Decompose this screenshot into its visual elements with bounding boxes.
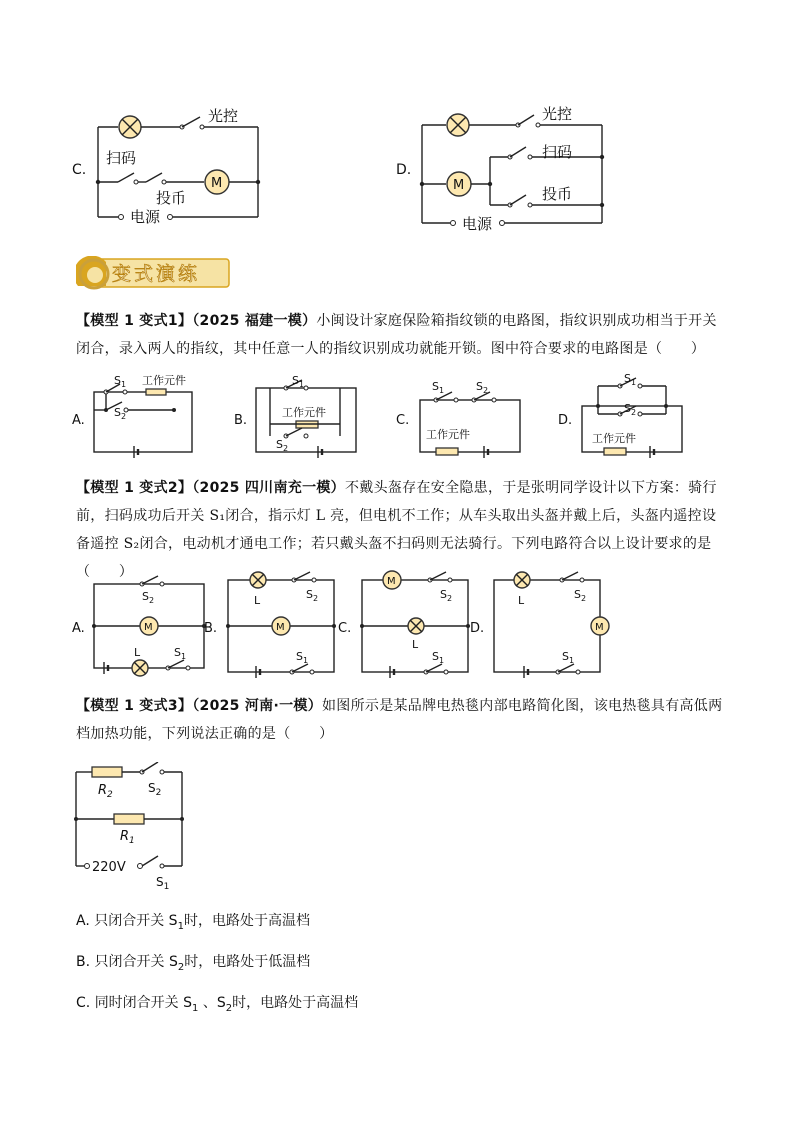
q3-choice-b[interactable]: B. 只闭合开关 $S_2$时，电路处于低温档 <box>76 954 311 973</box>
d-scan-label: 扫码 <box>542 143 573 161</box>
lamp-icon <box>250 572 266 588</box>
q2-a-letter: A. <box>72 621 85 636</box>
q2-b-letter: B. <box>204 621 218 636</box>
option-c-letter: C. <box>72 162 87 178</box>
q3-text: 如图所示是某品牌电热毯内部电路简化图，该电热毯具有高低两档加热功能，下列说法正确的是（ ） <box>76 698 723 742</box>
d-coin-label: 投币 <box>542 185 573 203</box>
q1-d-letter: D. <box>558 413 573 428</box>
svg-text:S1: $S_1$ <box>114 374 127 389</box>
c-scan-label: 扫码 <box>106 149 137 167</box>
q1-a-element: 工作元件 <box>142 374 186 387</box>
c-light-label: 光控 <box>208 107 239 125</box>
q2-circuit-b <box>226 572 336 678</box>
q2-c-letter: C. <box>338 621 352 636</box>
q2-d-letter: D. <box>470 621 485 636</box>
q1-circuit-b <box>256 374 356 458</box>
q1-options <box>70 370 730 460</box>
q2-options <box>70 568 730 683</box>
lamp-icon <box>132 660 148 676</box>
svg-text:M: M <box>595 622 604 633</box>
lamp-icon <box>408 618 424 634</box>
svg-text:M: M <box>144 622 153 633</box>
svg-text:L: L <box>518 594 525 607</box>
q2-text: 不戴头盔存在安全隐患，于是张明同学设计以下方案：骑行前，扫码成功后开关 S₁闭合，指示灯 L 亮，但电机不工作；从车头取出头盔并戴上后，头盔内遥控设备遥控 S₂闭合，电动机才通电工作；若只戴头盔不扫码则无法骑行。下列电路符合以上设计要求的是（ ） <box>76 480 717 580</box>
svg-text:R2: $R_2$ <box>98 783 113 800</box>
q3-choice-a[interactable]: A. 只闭合开关 $S_1$时，电路处于高温档 <box>76 913 310 932</box>
svg-text:S2: $S_2$ <box>440 588 453 603</box>
section-banner <box>76 256 232 290</box>
svg-text:S1: $S_1$ <box>562 650 575 665</box>
svg-text:S1: $S_1$ <box>432 380 445 395</box>
svg-text:L: L <box>412 638 419 651</box>
question-3 <box>76 692 726 748</box>
q2-circuit-c <box>360 571 470 678</box>
svg-text:S1: $S_1$ <box>296 650 309 665</box>
motor-icon <box>272 617 290 635</box>
q2-circuit-a <box>92 576 206 676</box>
svg-text:S2: $S_2$ <box>114 406 127 421</box>
motor-icon <box>383 571 401 589</box>
q1-circuit-c <box>420 380 520 458</box>
q1-b-element: 工作元件 <box>282 406 326 419</box>
q1-c-element: 工作元件 <box>426 428 470 441</box>
motor-icon <box>447 172 471 196</box>
question-1 <box>76 307 726 363</box>
svg-text:L: L <box>134 646 141 659</box>
q1-c-letter: C. <box>396 413 410 428</box>
svg-text:M: M <box>387 576 396 587</box>
q1-circuit-a <box>94 373 192 458</box>
q1-d-element: 工作元件 <box>592 432 636 445</box>
q1-tag: 【模型 1 变式1】 <box>76 313 193 329</box>
svg-text:M: M <box>276 622 285 633</box>
svg-text:S1: $S_1$ <box>174 646 187 661</box>
circuit-c <box>96 107 260 226</box>
q2-tag: 【模型 1 变式2】 <box>76 480 193 496</box>
svg-text:S1: $S_1$ <box>624 372 637 387</box>
q3-tag: 【模型 1 变式3】 <box>76 698 193 714</box>
q1-b-letter: B. <box>234 413 248 428</box>
svg-text:S2: $S_2$ <box>276 438 289 453</box>
q3-choice-c[interactable]: C. 同时闭合开关 $S_1$ 、$S_2$时，电路处于高温档 <box>76 995 359 1014</box>
svg-text:S2: $S_2$ <box>306 588 319 603</box>
motor-icon <box>591 617 609 635</box>
q1-source: （2025 福建一模） <box>192 313 317 329</box>
d-light-label: 光控 <box>542 105 573 123</box>
circuit-d <box>420 105 604 233</box>
svg-text:L: L <box>254 594 261 607</box>
top-circuit-options <box>60 95 620 235</box>
svg-text:S1: $S_1$ <box>432 650 445 665</box>
q3-figure <box>70 762 200 892</box>
q3-source: （2025 河南·一模） <box>192 698 322 714</box>
svg-text:M: M <box>453 178 465 193</box>
q1-text: 小闽设计家庭保险箱指纹锁的电路图，指纹识别成功相当于开关闭合，录入两人的指纹，其中任意一人的指纹识别成功就能开锁。图中符合要求的电路图是（ ） <box>76 313 717 357</box>
q2-source: （2025 四川南充一模） <box>192 480 345 496</box>
svg-text:S1: $S_1$ <box>292 374 305 389</box>
svg-text:S2: $S_2$ <box>624 402 637 417</box>
lamp-icon <box>119 116 141 138</box>
q1-circuit-d <box>582 372 682 458</box>
banner-title: 变式演练 <box>112 263 201 285</box>
svg-text:S1: $S_1$ <box>156 875 170 892</box>
q1-a-letter: A. <box>72 413 85 428</box>
option-d-letter: D. <box>396 162 412 178</box>
lamp-icon <box>514 572 530 588</box>
svg-text:S2: $S_2$ <box>476 380 489 395</box>
svg-text:S2: $S_2$ <box>142 590 155 605</box>
d-power-label: 电源 <box>462 215 493 233</box>
motor-icon <box>205 170 229 194</box>
c-coin-label: 投币 <box>156 189 187 207</box>
c-power-label: 电源 <box>130 208 161 226</box>
q3-voltage: 220V <box>92 860 126 875</box>
svg-text:M: M <box>211 176 223 191</box>
q2-circuit-d <box>494 572 609 678</box>
svg-text:R1: $R_1$ <box>120 829 135 846</box>
svg-text:S2: $S_2$ <box>574 588 587 603</box>
svg-text:S2: $S_2$ <box>148 781 162 798</box>
lamp-icon <box>447 114 469 136</box>
motor-icon <box>140 617 158 635</box>
